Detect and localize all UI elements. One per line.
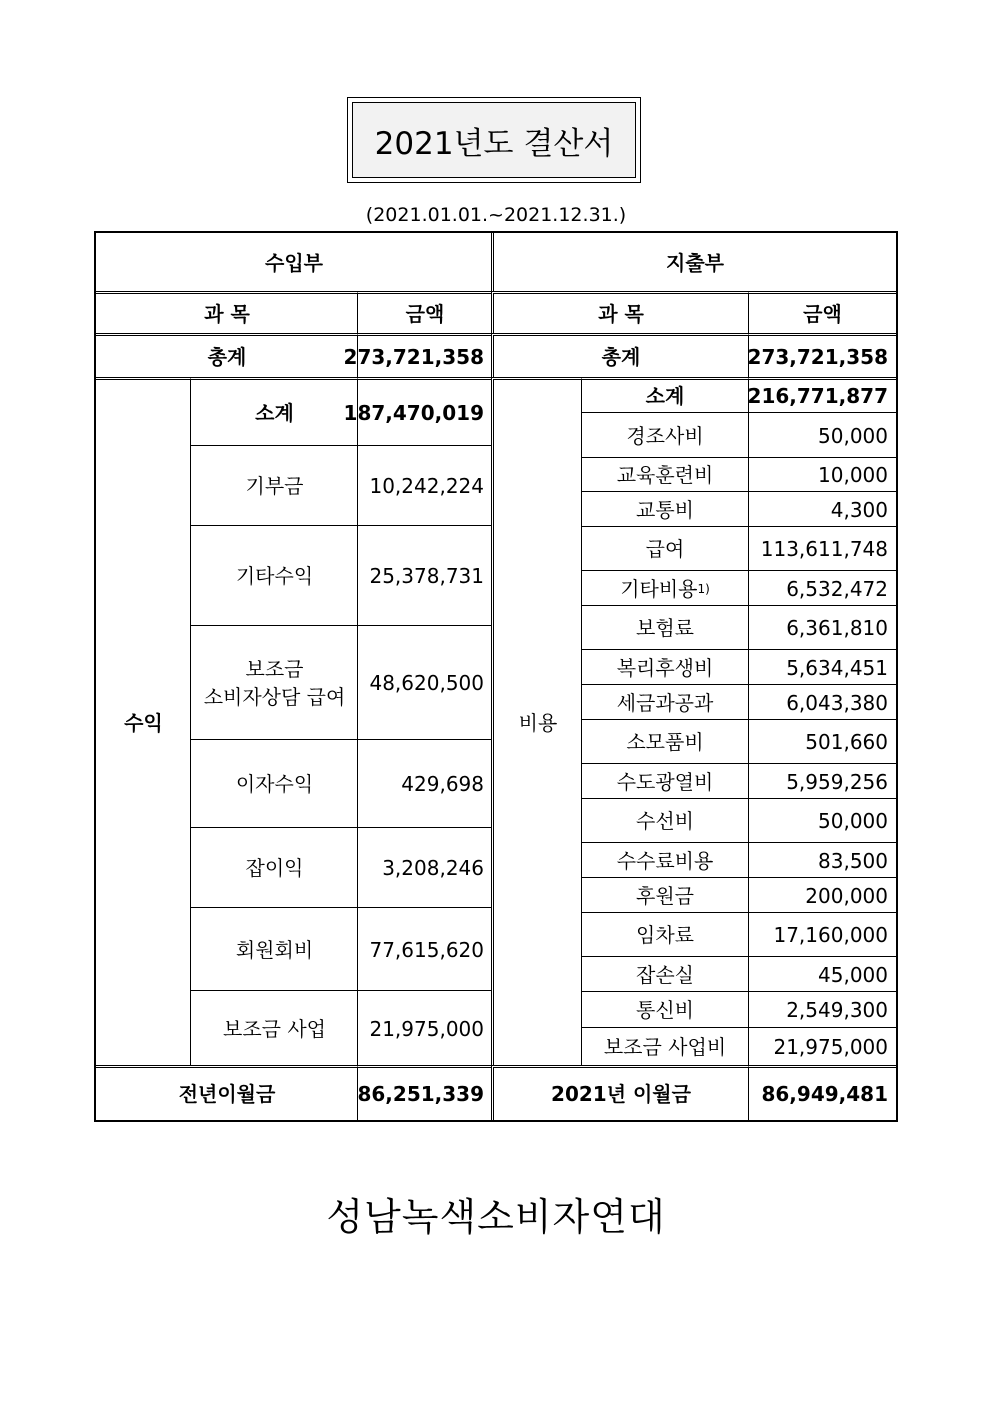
income-item-label: 보조금 사업 (190, 990, 358, 1066)
income-item-amount: 10,242,224 (357, 445, 492, 526)
income-category: 수익 (96, 377, 191, 1066)
expense-item-label: 급여 (581, 526, 748, 571)
income-item-col-header: 과 목 (96, 291, 358, 334)
income-section-header: 수입부 (265, 250, 323, 275)
expense-item-label: 세금과공과 (581, 684, 748, 720)
expense-amount-col-header: 금액 (748, 291, 896, 334)
expense-item-amount: 50,000 (748, 412, 896, 458)
income-subtotal-amount: 187,470,019 (357, 377, 492, 445)
expense-item-label: 수도광열비 (581, 763, 748, 799)
income-item-amount: 3,208,246 (357, 827, 492, 907)
income-item-subsidy-consulting (190, 625, 358, 740)
income-amount-col-header: 금액 (357, 291, 492, 334)
expense-item-label: 보험료 (581, 605, 748, 650)
expense-item-label: 수수료비용 (581, 842, 748, 878)
expense-item-label: 임차료 (581, 912, 748, 957)
expense-item-amount: 83,500 (748, 842, 896, 878)
expense-item-amount: 113,611,748 (748, 526, 896, 571)
expense-item-col-header: 과 목 (491, 291, 748, 334)
document-title-box (347, 97, 641, 183)
expense-item-amount: 21,975,000 (748, 1027, 896, 1066)
income-item-label: 이자수익 (190, 739, 358, 828)
document-title (352, 102, 636, 178)
expense-item-other-costs: 기타비용 1) (581, 570, 748, 606)
settlement-table (94, 231, 898, 1122)
next-carryover-label: 2021년 이월금 (491, 1065, 748, 1120)
expense-item-label: 후원금 (581, 877, 748, 913)
expense-item-amount: 50,000 (748, 798, 896, 843)
expense-total-label: 총계 (491, 333, 748, 378)
income-item-label: 잡이익 (190, 827, 358, 907)
prev-carryover-amount: 86,251,339 (357, 1065, 492, 1120)
expense-item-amount: 6,361,810 (748, 605, 896, 650)
expense-item-label: 보조금 사업비 (581, 1027, 748, 1066)
expense-item-label: 기타비용 (620, 576, 698, 601)
income-total-amount: 273,721,358 (357, 333, 492, 378)
expense-section-header: 지출부 (491, 233, 896, 292)
expense-item-label: 교통비 (581, 491, 748, 527)
expense-item-amount: 45,000 (748, 956, 896, 992)
expense-subtotal-label: 소계 (581, 377, 748, 412)
expense-item-amount: 5,959,256 (748, 763, 896, 799)
expense-item-label: 복리후생비 (581, 649, 748, 685)
expense-item-label: 수선비 (581, 798, 748, 843)
organization-name: 성남녹색소비자연대 (326, 1195, 666, 1239)
income-subtotal-label: 소계 (190, 377, 358, 445)
next-carryover-amount: 86,949,481 (748, 1065, 896, 1120)
expense-item-amount: 17,160,000 (748, 912, 896, 957)
fiscal-period: (2021.01.01.~2021.12.31.) (365, 204, 627, 226)
title-year: 2021년도 (374, 125, 514, 162)
expense-item-label: 통신비 (581, 991, 748, 1028)
expense-item-label: 잡손실 (581, 956, 748, 992)
income-item-label-line2: 소비자상담 급여 (203, 685, 346, 709)
expense-total-amount: 273,721,358 (748, 333, 896, 378)
income-item-label: 회원회비 (190, 907, 358, 991)
income-item-label: 기타수익 (190, 525, 358, 625)
income-total-label: 총계 (96, 333, 358, 378)
expense-item-amount: 4,300 (748, 491, 896, 527)
expense-item-label: 소모품비 (581, 719, 748, 764)
expense-item-amount: 10,000 (748, 457, 896, 492)
expense-item-amount: 501,660 (748, 719, 896, 764)
expense-item-label: 교육훈련비 (581, 457, 748, 492)
expense-subtotal-amount: 216,771,877 (748, 377, 896, 412)
expense-category: 비용 (491, 377, 582, 1066)
income-item-amount: 21,975,000 (357, 990, 492, 1066)
income-item-amount: 48,620,500 (357, 625, 492, 740)
expense-item-amount: 6,043,380 (748, 684, 896, 720)
income-item-amount: 25,378,731 (357, 525, 492, 625)
expense-item-amount: 200,000 (748, 877, 896, 913)
income-item-label: 보조금 (245, 657, 304, 681)
title-word: 결산서 (523, 125, 614, 162)
prev-carryover-label: 전년이월금 (96, 1065, 358, 1120)
income-item-label: 기부금 (190, 445, 358, 526)
expense-item-amount: 5,634,451 (748, 649, 896, 685)
income-item-amount: 77,615,620 (357, 907, 492, 991)
expense-item-amount: 6,532,472 (748, 570, 896, 606)
expense-item-amount: 2,549,300 (748, 991, 896, 1028)
expense-item-label: 경조사비 (581, 412, 748, 458)
income-item-amount: 429,698 (357, 739, 492, 828)
